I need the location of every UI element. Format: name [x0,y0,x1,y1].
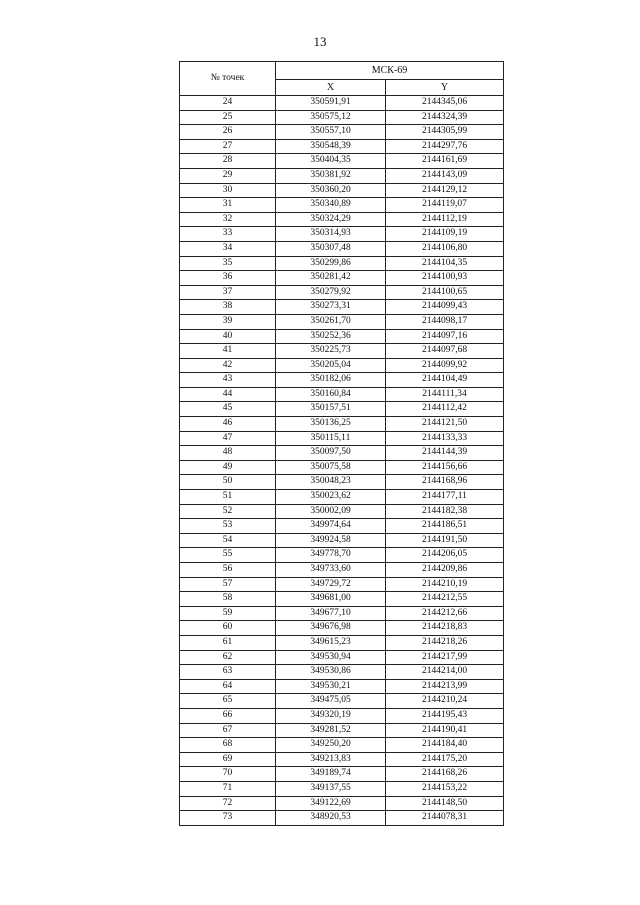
y-coordinate-cell: 2144099,92 [386,358,504,373]
point-number-cell: 62 [180,650,276,665]
y-coordinate-cell: 2144212,55 [386,592,504,607]
x-coordinate-cell: 350252,36 [276,329,386,344]
point-number-cell: 65 [180,694,276,709]
point-number-cell: 73 [180,811,276,826]
x-coordinate-cell: 350404,35 [276,154,386,169]
table-row [180,271,504,286]
point-number-cell: 39 [180,314,276,329]
point-number-cell: 66 [180,708,276,723]
x-coordinate-cell: 349530,94 [276,650,386,665]
table-row [180,563,504,578]
y-coordinate-cell: 2144218,26 [386,635,504,650]
table-row [180,577,504,592]
table-row [180,504,504,519]
points-column-header: № точек [180,62,276,96]
table-row [180,635,504,650]
y-coordinate-cell: 2144209,86 [386,563,504,578]
x-coordinate-cell: 350273,31 [276,300,386,315]
point-number-cell: 59 [180,606,276,621]
y-coordinate-cell: 2144148,50 [386,796,504,811]
point-number-cell: 63 [180,665,276,680]
table-row [180,96,504,111]
table-body [180,96,504,826]
point-number-cell: 31 [180,198,276,213]
coordinate-system-header: МСК-69 [276,62,504,80]
x-coordinate-cell: 349122,69 [276,796,386,811]
y-coordinate-cell: 2144109,19 [386,227,504,242]
table-row [180,329,504,344]
x-coordinate-cell: 349924,58 [276,533,386,548]
point-number-cell: 60 [180,621,276,636]
table-row [180,460,504,475]
table-row [180,796,504,811]
point-number-cell: 54 [180,533,276,548]
table-row [180,606,504,621]
table-row [180,767,504,782]
point-number-cell: 46 [180,417,276,432]
point-number-cell: 72 [180,796,276,811]
table-row [180,198,504,213]
y-coordinate-cell: 2144305,99 [386,125,504,140]
table-row [180,314,504,329]
y-coordinate-cell: 2144156,66 [386,460,504,475]
y-coordinate-cell: 2144099,43 [386,300,504,315]
point-number-cell: 33 [180,227,276,242]
table-row [180,402,504,417]
y-coordinate-cell: 2144182,38 [386,504,504,519]
table-row [180,650,504,665]
y-coordinate-cell: 2144191,50 [386,533,504,548]
y-coordinate-cell: 2144324,39 [386,110,504,125]
y-coordinate-cell: 2144104,35 [386,256,504,271]
point-number-cell: 47 [180,431,276,446]
x-coordinate-cell: 350136,25 [276,417,386,432]
y-coordinate-cell: 2144100,65 [386,285,504,300]
x-coordinate-cell: 350097,50 [276,446,386,461]
x-coordinate-cell: 350314,93 [276,227,386,242]
x-coordinate-cell: 349733,60 [276,563,386,578]
x-coordinate-cell: 350307,48 [276,241,386,256]
table-row [180,183,504,198]
x-coordinate-cell: 349530,21 [276,679,386,694]
x-coordinate-cell: 350002,09 [276,504,386,519]
table-row [180,417,504,432]
y-coordinate-cell: 2144153,22 [386,781,504,796]
table-row [180,125,504,140]
y-column-header: Y [386,80,504,96]
table-row [180,241,504,256]
x-coordinate-cell: 349320,19 [276,708,386,723]
x-coordinate-cell: 350023,62 [276,490,386,505]
point-number-cell: 37 [180,285,276,300]
point-number-cell: 42 [180,358,276,373]
table-row [180,387,504,402]
x-coordinate-cell: 350548,39 [276,139,386,154]
point-number-cell: 28 [180,154,276,169]
point-number-cell: 25 [180,110,276,125]
table-row [180,490,504,505]
x-coordinate-cell: 350324,29 [276,212,386,227]
point-number-cell: 44 [180,387,276,402]
x-coordinate-cell: 350381,92 [276,168,386,183]
point-number-cell: 35 [180,256,276,271]
table-row [180,256,504,271]
page-number: 13 [313,34,327,49]
table-row [180,154,504,169]
x-coordinate-cell: 349677,10 [276,606,386,621]
y-coordinate-cell: 2144345,06 [386,96,504,111]
x-coordinate-cell: 349281,52 [276,723,386,738]
point-number-cell: 48 [180,446,276,461]
point-number-cell: 58 [180,592,276,607]
point-number-cell: 26 [180,125,276,140]
x-column-header: X [276,80,386,96]
y-coordinate-cell: 2144119,07 [386,198,504,213]
x-coordinate-cell: 350205,04 [276,358,386,373]
point-number-cell: 61 [180,635,276,650]
y-coordinate-cell: 2144121,50 [386,417,504,432]
x-coordinate-cell: 349729,72 [276,577,386,592]
table-row [180,358,504,373]
x-coordinate-cell: 350360,20 [276,183,386,198]
point-number-cell: 68 [180,738,276,753]
x-coordinate-cell: 349250,20 [276,738,386,753]
point-number-cell: 45 [180,402,276,417]
y-coordinate-cell: 2144104,49 [386,373,504,388]
y-coordinate-cell: 2144210,19 [386,577,504,592]
y-coordinate-cell: 2144212,66 [386,606,504,621]
x-coordinate-cell: 350075,58 [276,460,386,475]
x-coordinate-cell: 350261,70 [276,314,386,329]
y-coordinate-cell: 2144214,00 [386,665,504,680]
y-coordinate-cell: 2144111,34 [386,387,504,402]
y-coordinate-cell: 2144218,83 [386,621,504,636]
point-number-cell: 36 [180,271,276,286]
table-row [180,227,504,242]
table-row [180,752,504,767]
x-coordinate-cell: 350048,23 [276,475,386,490]
table-row [180,781,504,796]
y-coordinate-cell: 2144097,68 [386,344,504,359]
table-row [180,300,504,315]
table-row [180,139,504,154]
table-row [180,533,504,548]
point-number-cell: 27 [180,139,276,154]
x-coordinate-cell: 350157,51 [276,402,386,417]
x-coordinate-cell: 350340,89 [276,198,386,213]
y-coordinate-cell: 2144168,26 [386,767,504,782]
table-row [180,592,504,607]
x-coordinate-cell: 349974,64 [276,519,386,534]
y-coordinate-cell: 2144168,96 [386,475,504,490]
x-coordinate-cell: 349213,83 [276,752,386,767]
point-number-cell: 50 [180,475,276,490]
point-number-cell: 38 [180,300,276,315]
x-coordinate-cell: 350299,86 [276,256,386,271]
x-coordinate-cell: 350115,11 [276,431,386,446]
table-row [180,621,504,636]
table-row [180,723,504,738]
table-row [180,446,504,461]
point-number-cell: 49 [180,460,276,475]
table-row [180,285,504,300]
y-coordinate-cell: 2144177,11 [386,490,504,505]
table-row [180,738,504,753]
y-coordinate-cell: 2144195,43 [386,708,504,723]
y-coordinate-cell: 2144097,16 [386,329,504,344]
y-coordinate-cell: 2144175,20 [386,752,504,767]
y-coordinate-cell: 2144078,31 [386,811,504,826]
y-coordinate-cell: 2144133,33 [386,431,504,446]
x-coordinate-cell: 350281,42 [276,271,386,286]
point-number-cell: 57 [180,577,276,592]
y-coordinate-cell: 2144190,41 [386,723,504,738]
table-row [180,110,504,125]
point-number-cell: 30 [180,183,276,198]
x-coordinate-cell: 349778,70 [276,548,386,563]
y-coordinate-cell: 2144186,51 [386,519,504,534]
x-coordinate-cell: 350591,91 [276,96,386,111]
point-number-cell: 41 [180,344,276,359]
point-number-cell: 24 [180,96,276,111]
x-coordinate-cell: 350182,06 [276,373,386,388]
table-row [180,679,504,694]
point-number-cell: 67 [180,723,276,738]
x-coordinate-cell: 349530,86 [276,665,386,680]
y-coordinate-cell: 2144206,05 [386,548,504,563]
point-number-cell: 40 [180,329,276,344]
point-number-cell: 55 [180,548,276,563]
point-number-cell: 52 [180,504,276,519]
table-row [180,168,504,183]
point-number-cell: 43 [180,373,276,388]
x-coordinate-cell: 349475,05 [276,694,386,709]
y-coordinate-cell: 2144144,39 [386,446,504,461]
x-coordinate-cell: 350279,92 [276,285,386,300]
table-row [180,475,504,490]
x-coordinate-cell: 350225,73 [276,344,386,359]
y-coordinate-cell: 2144098,17 [386,314,504,329]
y-coordinate-cell: 2144112,42 [386,402,504,417]
x-coordinate-cell: 349681,00 [276,592,386,607]
x-coordinate-cell: 348920,53 [276,811,386,826]
table-row [180,344,504,359]
point-number-cell: 29 [180,168,276,183]
point-number-cell: 53 [180,519,276,534]
x-coordinate-cell: 349137,55 [276,781,386,796]
table-row [180,665,504,680]
table-row [180,548,504,563]
x-coordinate-cell: 350575,12 [276,110,386,125]
table-row [180,373,504,388]
table-row [180,708,504,723]
point-number-cell: 69 [180,752,276,767]
point-number-cell: 70 [180,767,276,782]
table-row [180,212,504,227]
y-coordinate-cell: 2144129,12 [386,183,504,198]
point-number-cell: 34 [180,241,276,256]
table-row [180,694,504,709]
point-number-cell: 64 [180,679,276,694]
x-coordinate-cell: 350557,10 [276,125,386,140]
y-coordinate-cell: 2144213,99 [386,679,504,694]
point-number-cell: 71 [180,781,276,796]
point-number-cell: 56 [180,563,276,578]
coordinates-table [179,61,504,826]
y-coordinate-cell: 2144106,80 [386,241,504,256]
y-coordinate-cell: 2144297,76 [386,139,504,154]
point-number-cell: 32 [180,212,276,227]
x-coordinate-cell: 349615,23 [276,635,386,650]
table-row [180,431,504,446]
x-coordinate-cell: 349676,98 [276,621,386,636]
table-row [180,811,504,826]
table-row [180,519,504,534]
x-coordinate-cell: 350160,84 [276,387,386,402]
x-coordinate-cell: 349189,74 [276,767,386,782]
y-coordinate-cell: 2144112,19 [386,212,504,227]
y-coordinate-cell: 2144143,09 [386,168,504,183]
y-coordinate-cell: 2144217,99 [386,650,504,665]
y-coordinate-cell: 2144100,93 [386,271,504,286]
y-coordinate-cell: 2144184,40 [386,738,504,753]
y-coordinate-cell: 2144210,24 [386,694,504,709]
y-coordinate-cell: 2144161,69 [386,154,504,169]
point-number-cell: 51 [180,490,276,505]
